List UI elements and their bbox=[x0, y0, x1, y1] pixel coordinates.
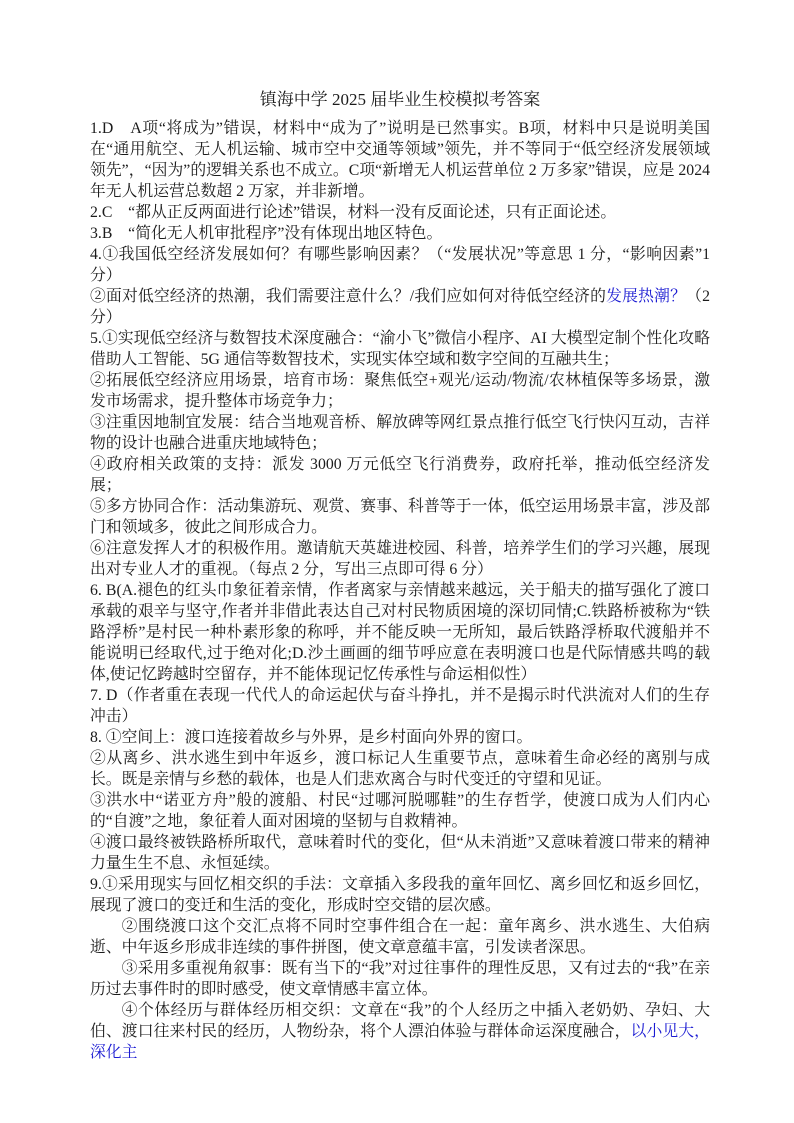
answer-paragraph bbox=[90, 685, 710, 727]
answer-paragraph bbox=[90, 874, 710, 916]
text-segment: ⑤多方协同合作：活动集游玩、观赏、赛事、科普等于一体，低空运用场景丰富，涉及部门和领域多，彼此之间形成合力。 bbox=[90, 498, 710, 536]
answer-paragraph bbox=[90, 958, 710, 1000]
text-segment: （2 分） bbox=[90, 288, 710, 326]
text-segment: 4.①我国低空经济发展如何？有哪些影响因素？（“发展状况”等意思 1 分，“影响因素”1 分） bbox=[90, 246, 710, 284]
answers-list bbox=[90, 118, 710, 1063]
answer-paragraph bbox=[90, 832, 710, 874]
text-segment: ②面对低空经济的热潮，我们需要注意什么？/我们应如何对待低空经济的 bbox=[90, 288, 607, 305]
text-segment: 2.C “都从正反两面进行论述”错误，材料一没有反面论述，只有正面论述。 bbox=[90, 204, 617, 221]
text-segment: ③洪水中“诺亚方舟”般的渡船、村民“过哪河脱哪鞋”的生存哲学，使渡口成为人们内心的“自渡”之地，象征着人面对困境的坚韧与自救精神。 bbox=[90, 792, 710, 830]
highlighted-text: 发展热潮？ bbox=[606, 288, 687, 305]
answer-paragraph bbox=[90, 1000, 710, 1063]
text-segment: ④个体经历与群体经历相交织：文章在“我”的个人经历之中插入老奶奶、孕妇、大伯、渡口往来村民的经历，人物纷杂，将个人漂泊体验与群体命运深度融合， bbox=[90, 1002, 710, 1040]
highlighted-text: 以小见大，深化主 bbox=[90, 1023, 710, 1061]
answer-paragraph bbox=[90, 727, 710, 748]
text-segment: 9.①采用现实与回忆相交织的手法：文章插入多段我的童年回忆、离乡回忆和返乡回忆，展现了渡口的变迁和生活的变化，形成时空交错的层次感。 bbox=[90, 876, 710, 914]
answer-paragraph bbox=[90, 223, 710, 244]
answer-paragraph bbox=[90, 286, 710, 328]
answer-paragraph bbox=[90, 496, 710, 538]
text-segment: ④渡口最终被铁路桥所取代，意味着时代的变化，但“从未消逝”又意味着渡口带来的精神力量生生不息、永恒延续。 bbox=[90, 834, 710, 872]
answer-paragraph bbox=[90, 580, 710, 685]
document-title: 镇海中学 2025 届毕业生校模拟考答案 bbox=[259, 90, 541, 109]
text-segment: ②拓展低空经济应用场景，培育市场：聚焦低空+观光/运动/物流/农林植保等多场景，激发市场需求，提升整体市场竞争力； bbox=[90, 372, 710, 410]
answer-paragraph bbox=[90, 748, 710, 790]
text-segment: 5.①实现低空经济与数智技术深度融合：“渝小飞”微信小程序、AI 大模型定制个性化攻略借助人工智能、5G 通信等数智技术，实现实体空域和数字空间的互融共生； bbox=[90, 330, 710, 368]
answer-paragraph bbox=[90, 790, 710, 832]
answer-paragraph bbox=[90, 370, 710, 412]
answer-paragraph bbox=[90, 118, 710, 202]
text-segment: 8. ①空间上：渡口连接着故乡与外界，是乡村面向外界的窗口。 bbox=[90, 729, 533, 746]
answer-paragraph bbox=[90, 412, 710, 454]
answer-paragraph bbox=[90, 202, 710, 223]
answer-paragraph bbox=[90, 538, 710, 580]
answer-paragraph bbox=[90, 244, 710, 286]
text-segment: ②从离乡、洪水逃生到中年返乡，渡口标记人生重要节点，意味着生命必经的离别与成长。既是亲情与乡愁的载体，也是人们悲欢离合与时代变迁的守望和见证。 bbox=[90, 750, 710, 788]
text-segment: 1.D A项“将成为”错误，材料中“成为了”说明是已然事实。B项，材料中只是说明美国在“通用航空、无人机运输、城市空中交通等领域”领先，并不等同于“低空经济发展领域领先”，“因为”的逻辑关系也不成立。C项“新增无人机运营单位 2 万多家”错误，应是 2024 年无人机运营总数超 2 万家，并非新增。 bbox=[90, 120, 710, 200]
text-segment: ②围绕渡口这个交汇点将不同时空事件组合在一起：童年离乡、洪水逃生、大伯病逝、中年返乡形成非连续的事件拼图，使文章意蕴丰富，引发读者深思。 bbox=[90, 918, 710, 956]
text-segment: ③采用多重视角叙事：既有当下的“我”对过往事件的理性反思，又有过去的“我”在亲历过去事件时的即时感受，使文章情感丰富立体。 bbox=[90, 960, 710, 998]
answer-paragraph bbox=[90, 454, 710, 496]
text-segment: 3.B “简化无人机审批程序”没有体现出地区特色。 bbox=[90, 225, 443, 242]
text-segment: ④政府相关政策的支持：派发 3000 万元低空飞行消费券，政府托举，推动低空经济发展； bbox=[90, 456, 710, 494]
text-segment: 6. B(A.褪色的红头巾象征着亲情，作者离家与亲情越来越远，关于船夫的描写强化了渡口承载的艰辛与坚守,作者并非借此表达自己对村民物质困境的深切同情;C.铁路桥被称为“铁路浮桥”是村民一种朴素形象的称呼，并不能反映一无所知，最后铁路浮桥取代渡船并不能说明已经取代,过于绝对化;D.沙土画画的细节呼应意在表明渡口也是代际情感共鸣的载体,使记忆跨越时空留存，并不能体现记忆传承性与命运相似性） bbox=[90, 582, 710, 683]
answer-paragraph bbox=[90, 916, 710, 958]
text-segment: ⑥注意发挥人才的积极作用。邀请航天英雄进校园、科普，培养学生们的学习兴趣，展现出对专业人才的重视。（每点 2 分，写出三点即可得 6 分） bbox=[90, 540, 710, 578]
answer-paragraph bbox=[90, 328, 710, 370]
text-segment: 7. D（作者重在表现一代代人的命运起伏与奋斗挣扎，并不是揭示时代洪流对人们的生存冲击） bbox=[90, 687, 710, 725]
text-segment: ③注重因地制宜发展：结合当地观音桥、解放碑等网红景点推行低空飞行快闪互动，吉祥物的设计也融合进重庆地域特色； bbox=[90, 414, 710, 452]
